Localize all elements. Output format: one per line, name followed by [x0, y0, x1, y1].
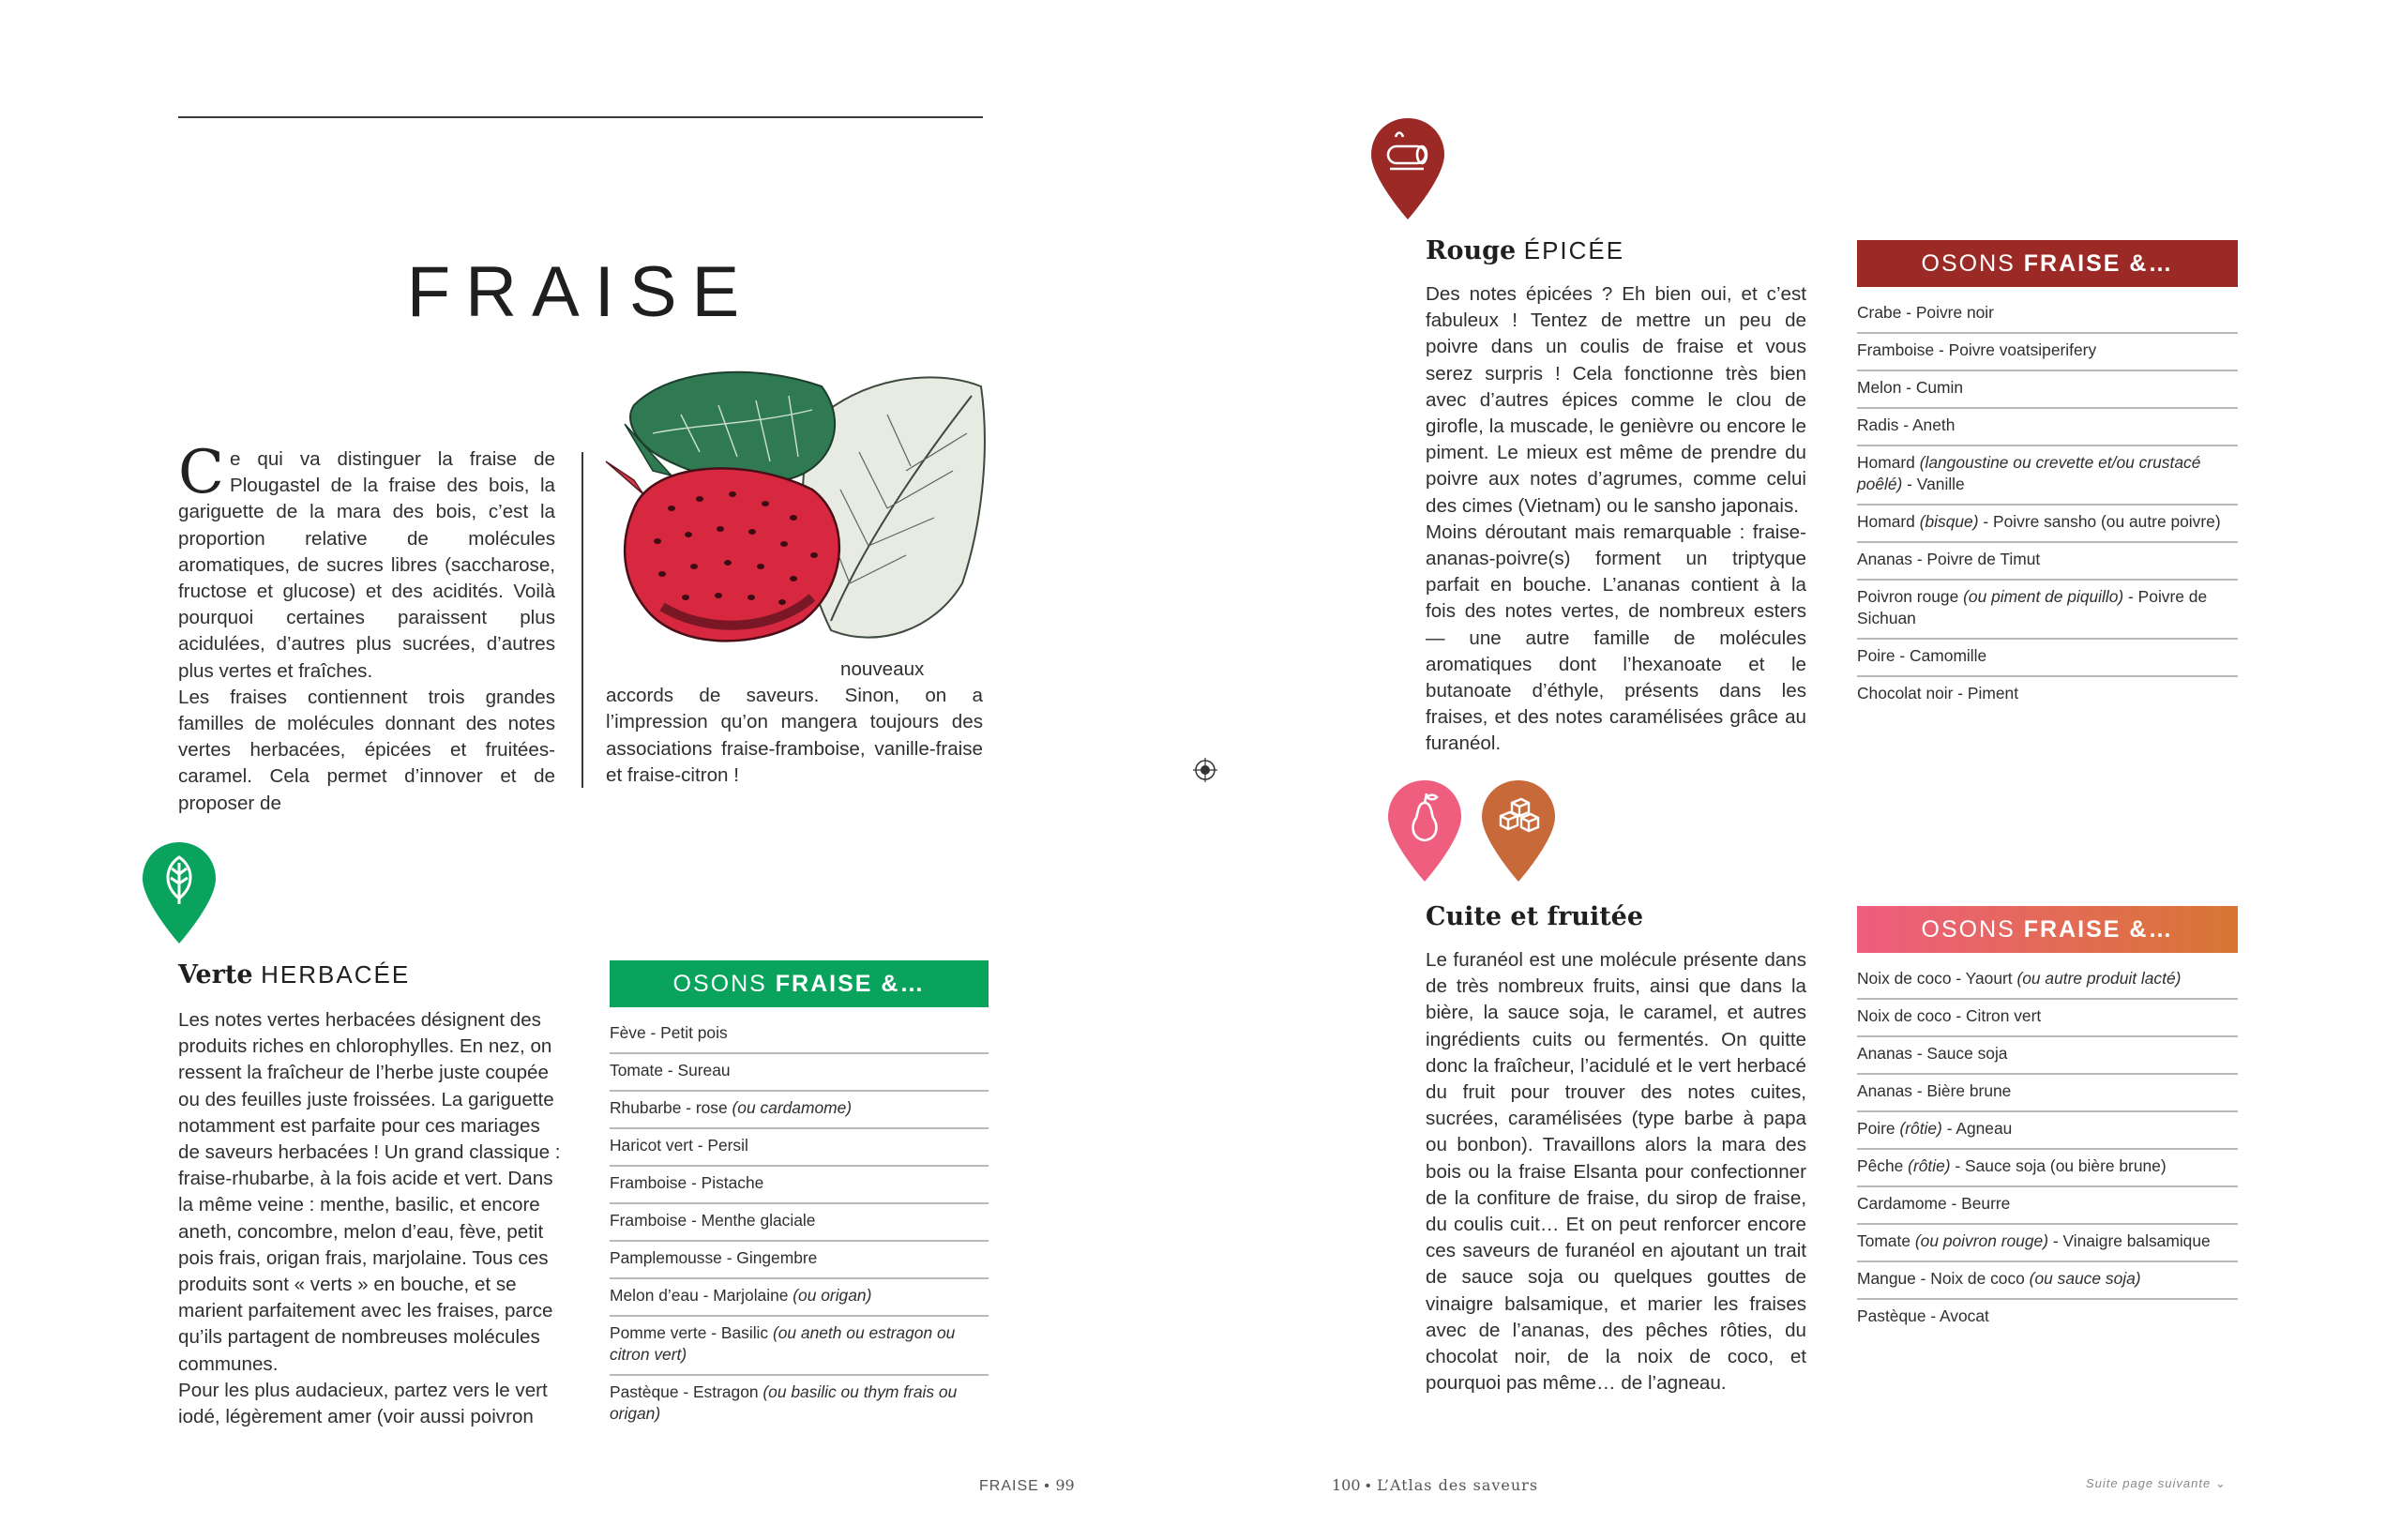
pairing-item: Ananas - Bière brune [1857, 1075, 2238, 1112]
page-title: FRAISE [406, 252, 755, 332]
strawberry-illustration [596, 368, 989, 673]
intro-column-2 [606, 657, 983, 789]
pairing-item: Pêche (rôtie) - Sauce soja (ou bière brune) [1857, 1150, 2238, 1187]
verte-text [178, 1007, 561, 1430]
pairing-item: Ananas - Sauce soja [1857, 1037, 2238, 1075]
pairing-item: Noix de coco - Yaourt (ou autre produit lacté) [1857, 962, 2238, 1000]
footer-right [1332, 1476, 1538, 1495]
osons-header [1857, 240, 2238, 287]
pairing-list-cuite [1857, 962, 2238, 1336]
osons-bold: FRAISE &… [2023, 916, 2174, 943]
rouge-paragraph-2: Moins déroutant mais remarquable : fraise-ananas-poivre(s) forment un triptyque parfait en bouche. L’ananas contient à la fois des notes vertes, de nombreux esters — une autre famille de molécules aromatiques dont l’hexanoate et le butanoate d’éthyle, présents dans les fraises, et des notes caramélisées grâce au furanéol. [1426, 521, 1806, 755]
osons-box-verte [610, 960, 989, 1433]
next-page-note [2086, 1476, 2227, 1491]
pairing-list-rouge [1857, 296, 2238, 713]
rouge-paragraph-1: Des notes épicées ? Eh bien oui, et c’est fabuleux ! Tentez de mettre un peu de poivre dans un coulis de fraise et vous serez surpris ! Cela fonctionne très bien avec d’autres épices comme le clou de girofle, la muscade, le genièvre ou encore le piment. Le mieux est même de prendre du poivre aux notes d’agrumes, comme celui des cimes (Vietnam) ou le sansho japonais. [1426, 283, 1806, 517]
section-title-bold: Rouge [1426, 236, 1517, 265]
pairing-item: Radis - Aneth [1857, 409, 2238, 446]
wood-pin [1369, 116, 1446, 221]
column-divider [581, 452, 583, 788]
pear-pin [1386, 778, 1463, 883]
book-title: L’Atlas des saveurs [1377, 1476, 1539, 1494]
section-title-rouge [1426, 236, 1624, 265]
pairing-item: Mangue - Noix de coco (ou sauce soja) [1857, 1262, 2238, 1300]
osons-prefix: OSONS [1921, 250, 2016, 277]
section-title-bold: Cuite et fruitée [1426, 902, 1644, 931]
pairing-item: Ananas - Poivre de Timut [1857, 543, 2238, 581]
pairing-item: Pamplemousse - Gingembre [610, 1242, 989, 1279]
page-number: 100 [1332, 1476, 1361, 1494]
footer-separator: • [1366, 1478, 1372, 1494]
section-title-cuite [1426, 902, 1643, 931]
pairing-item: Chocolat noir - Piment [1857, 684, 2019, 702]
pairing-item: Framboise - Menthe glaciale [610, 1204, 989, 1242]
osons-header [610, 960, 989, 1007]
cuite-paragraph-1: Le furanéol est une molécule présente dans de très nombreux fruits, ainsi que dans la bière, la sauce soja, le caramel, et autres ingrédients cuits ou fermentés. On quitte donc la fraîcheur, l’acidulé et le vert herbacé du fruit pour trouver des notes cuites, sucrées, caramélisées (type barbe à papa ou bonbon). Travaillons alors la mara des bois ou la fraise Elsanta pour confectionner de la confiture de fraise, du sirop de fraise, du coulis cuit… Et on peut renforcer encore ces saveurs de furanéol en ajoutant un trait de sauce soja ou quelques gouttes de vinaigre balsamique, et marier les fraises avec de l’ananas, des pêches rôties, du chocolat noir, de la noix de coco, et pourquoi pas même… de l’agneau. [1426, 949, 1806, 1395]
pairing-item: Pomme verte - Basilic (ou aneth ou estragon ou citron vert) [610, 1317, 989, 1376]
next-page-label: Suite page suivante [2086, 1476, 2212, 1490]
footer-separator: • [1044, 1478, 1050, 1494]
footer-label: FRAISE [979, 1478, 1039, 1494]
registration-mark-icon [1193, 758, 1217, 782]
osons-prefix: OSONS [1921, 916, 2016, 943]
pairing-item: Framboise - Pistache [610, 1167, 989, 1204]
pairing-item: Homard (bisque) - Poivre sansho (ou autre poivre) [1857, 506, 2238, 543]
osons-bold: FRAISE &… [775, 971, 926, 997]
pairing-item: Fève - Petit pois [610, 1017, 989, 1054]
cuite-text [1426, 947, 1806, 1397]
osons-box-cuite [1857, 906, 2238, 1336]
osons-header [1857, 906, 2238, 953]
pairing-item: Melon d’eau - Marjolaine (ou origan) [610, 1279, 989, 1317]
verte-paragraph-1: Les notes vertes herbacées désignent des produits riches en chlorophylles. En nez, on ressent la fraîcheur de l’herbe juste coupée ou des feuilles juste froissées. La gariguette notamment est parfaite pour ces mariages de saveurs herbacées ! Un grand classique : fraise-rhubarbe, à la fois acide et vert. Dans la même veine : menthe, basilic, et encore aneth, concombre, melon d’eau, fève, petit pois frais, origan frais, marjolaine. Tous ces produits sont « verts » en bouche, et se marient parfaitement avec les fraises, parce qu’ils partagent de nombreuses molécules communes. [178, 1009, 561, 1375]
section-title-caps: ÉPICÉE [1523, 236, 1625, 264]
pairing-item: Framboise - Poivre voatsiperifery [1857, 334, 2238, 371]
page-number: 99 [1055, 1476, 1075, 1494]
pairing-item: Haricot vert - Persil [610, 1129, 989, 1167]
pairing-item: Tomate (ou poivron rouge) - Vinaigre balsamique [1857, 1225, 2238, 1262]
section-title-verte [178, 960, 410, 989]
section-title-caps: HERBACÉE [261, 960, 411, 989]
pairing-item: Homard (langoustine ou crevette et/ou crustacé poêlé) - Vanille [1857, 446, 2238, 506]
intro-paragraph-2: Les fraises contiennent trois grandes familles de molécules donnant des notes vertes herbacées, épicées et fruitées-caramel. Cela permet d’innover et de proposer de [178, 686, 555, 814]
top-rule [178, 116, 983, 118]
chevron-down-icon: ⌄ [2214, 1476, 2227, 1490]
pairing-item: Pastèque - Estragon (ou basilic ou thym frais ou origan) [610, 1382, 958, 1423]
pairing-item: Poivron rouge (ou piment de piquillo) - Poivre de Sichuan [1857, 581, 2238, 640]
pairing-item: Tomate - Sureau [610, 1054, 989, 1092]
osons-box-rouge [1857, 240, 2238, 713]
intro-paragraph-3: nouveaux accords de saveurs. Sinon, on a l’impression qu’on mangera toujours des associations fraise-framboise, vanille-fraise et fraise-citron ! [606, 658, 983, 786]
sugar-pin [1480, 778, 1557, 883]
pairing-item: Poire (rôtie) - Agneau [1857, 1112, 2238, 1150]
pairing-item: Cardamome - Beurre [1857, 1187, 2238, 1225]
leaf-pin [141, 840, 218, 945]
pairing-item: Crabe - Poivre noir [1857, 296, 2238, 334]
pairing-item: Noix de coco - Citron vert [1857, 1000, 2238, 1037]
intro-column-1 [178, 438, 555, 817]
pairing-item: Rhubarbe - rose (ou cardamome) [610, 1092, 989, 1129]
osons-bold: FRAISE &… [2023, 250, 2174, 277]
osons-prefix: OSONS [672, 971, 767, 997]
rouge-text [1426, 281, 1806, 758]
pairing-item: Pastèque - Avocat [1857, 1306, 1989, 1325]
verte-paragraph-2: Pour les plus audacieux, partez vers le vert iodé, légèrement amer (voir aussi poivron [178, 1379, 548, 1428]
pairing-item: Melon - Cumin [1857, 371, 2238, 409]
section-title-bold: Verte [178, 960, 253, 989]
drop-cap: C [178, 438, 224, 507]
footer-left [979, 1476, 1075, 1495]
pairing-list-verte [610, 1017, 989, 1433]
intro-paragraph-1: e qui va distinguer la fraise de Plougastel de la fraise des bois, la gariguette de la mara des bois, c’est la proportion relative de molécules aromatiques, de sucres libres (saccharose, fructose et glucose) et des acidités. Voilà pourquoi certaines paraissent plus acidulées, d’autres plus sucrées, d’autres plus vertes et fraîches. [178, 448, 555, 682]
pairing-item: Poire - Camomille [1857, 640, 2238, 677]
